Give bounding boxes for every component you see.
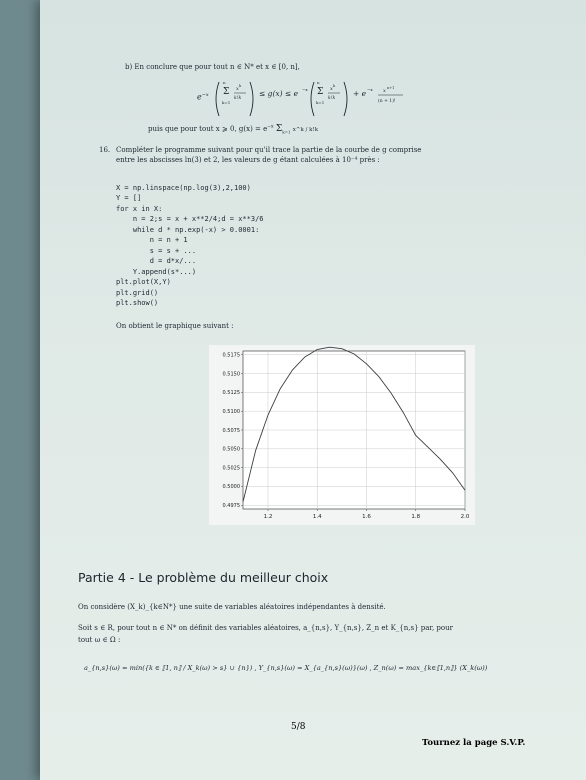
y-tick-label: 0.5075 [222,427,240,434]
svg-text:(n + 1)!: (n + 1)! [378,99,396,104]
partie4-p1: On considère (X_k)_{k∈N*} une suite de variables aléatoires indépendantes à densité. [78,603,386,611]
svg-text:n: n [317,80,320,85]
svg-text:k!k: k!k [234,96,242,101]
svg-text:k=1: k=1 [222,100,231,105]
code-line: s = s + ... [116,246,197,255]
q16-line2: entre les abscisses ln(3) et 2, les valeurs de g étant calculées à 10⁻⁴ près : [116,156,380,164]
x-tick-label: 1.4 [312,514,322,520]
code-line: X = np.linspace(np.log(3),2,100) [116,183,251,192]
code-line: d = d*x/... [116,257,197,265]
exam-page [40,0,586,780]
code-line: plt.show() [116,299,159,307]
svg-text:n: n [223,80,226,85]
q16-line1: Compléter le programme suivant pour qu'il trace la partie de la courbe de g comprise [116,146,422,154]
code-line: n = 2;s = x + x**2/4;d = x**3/6 [116,215,264,223]
code-line: plt.plot(X,Y) [116,278,171,286]
x-tick-label: 1.2 [263,514,273,520]
q16-number: 16. [99,146,111,154]
code-line: plt.grid() [116,288,159,297]
svg-text:k: k [333,84,336,88]
line-chart [209,345,475,525]
page-number: 5/8 [291,722,306,732]
svg-text:n+1: n+1 [387,86,395,90]
footer-note: Tournez la page S.V.P. [422,738,526,748]
partie4-p2: Soit s ∈ R, pour tout n ∈ N* on définit des variables aléatoires, a_{n,s}, Y_{n,s}, Z_n et K_{n,s} par, pour [78,624,453,632]
y-tick-label: 0.5125 [222,390,240,397]
svg-text:−x: −x [302,87,308,92]
q15-condition: puis que pour tout x ⩾ 0, $g(x) = e^{-x}$ $\Sigma_{k=1}$ x^k / k!k [148,124,319,135]
y-tick-label: 0.5000 [222,484,240,491]
x-tick-label: 1.8 [411,514,421,520]
partie4-p3: tout ω ∈ Ω : [78,636,121,644]
partie4-definition: a_{n,s}(ω) = min({k ∈ ⟦1, n⟧ / X_k(ω) > s} ∪ {n}) , Y_{n,s}(ω) = X_{a_{n,s}(ω)}(ω) , Z_n(ω) = max_{k∈⟦1,n⟧} (X_k(ω)) [84,664,488,672]
svg-text:Σ: Σ [317,87,324,97]
y-tick-label: 0.5150 [222,371,240,378]
graph-intro: On obtient le graphique suivant : [116,322,234,330]
svg-text:x: x [383,88,386,94]
code-line: n = n + 1 [116,236,188,244]
code-line: Y = [] [116,194,142,202]
code-line: Y.append(s*...) [116,267,197,276]
formula-left-e: $e^{-x}$ [197,92,209,102]
svg-text:k: k [239,84,242,88]
y-tick-label: 0.4975 [222,503,240,510]
y-tick-label: 0.5050 [222,446,240,453]
svg-text:k=1: k=1 [316,100,325,105]
y-tick-label: 0.5100 [222,408,240,415]
y-tick-label: 0.5025 [222,465,240,472]
section-title: Partie 4 - Le problème du meilleur choix [78,570,329,585]
code-line: for x in X: [116,204,163,213]
q15-line: b) En conclure que pour tout n ∈ N* et x ∈ [0, n], [125,63,300,71]
x-tick-label: 1.6 [362,514,371,520]
x-tick-label: 2.0 [460,514,470,520]
code-line: while d * np.exp(-x) > 0.0001: [116,225,260,234]
svg-text:−x: −x [367,87,373,92]
formula-block [213,78,543,120]
svg-text:x: x [330,86,333,92]
svg-text:x: x [236,86,239,92]
svg-text:k!k: k!k [328,96,336,101]
svg-text:≤ g(x) ≤ e: ≤ g(x) ≤ e [259,89,299,98]
y-tick-label: 0.5175 [222,352,240,359]
svg-text:+ e: + e [353,89,367,98]
python-code-block [116,172,264,330]
chart-frame [209,345,475,525]
svg-text:Σ: Σ [223,87,230,97]
